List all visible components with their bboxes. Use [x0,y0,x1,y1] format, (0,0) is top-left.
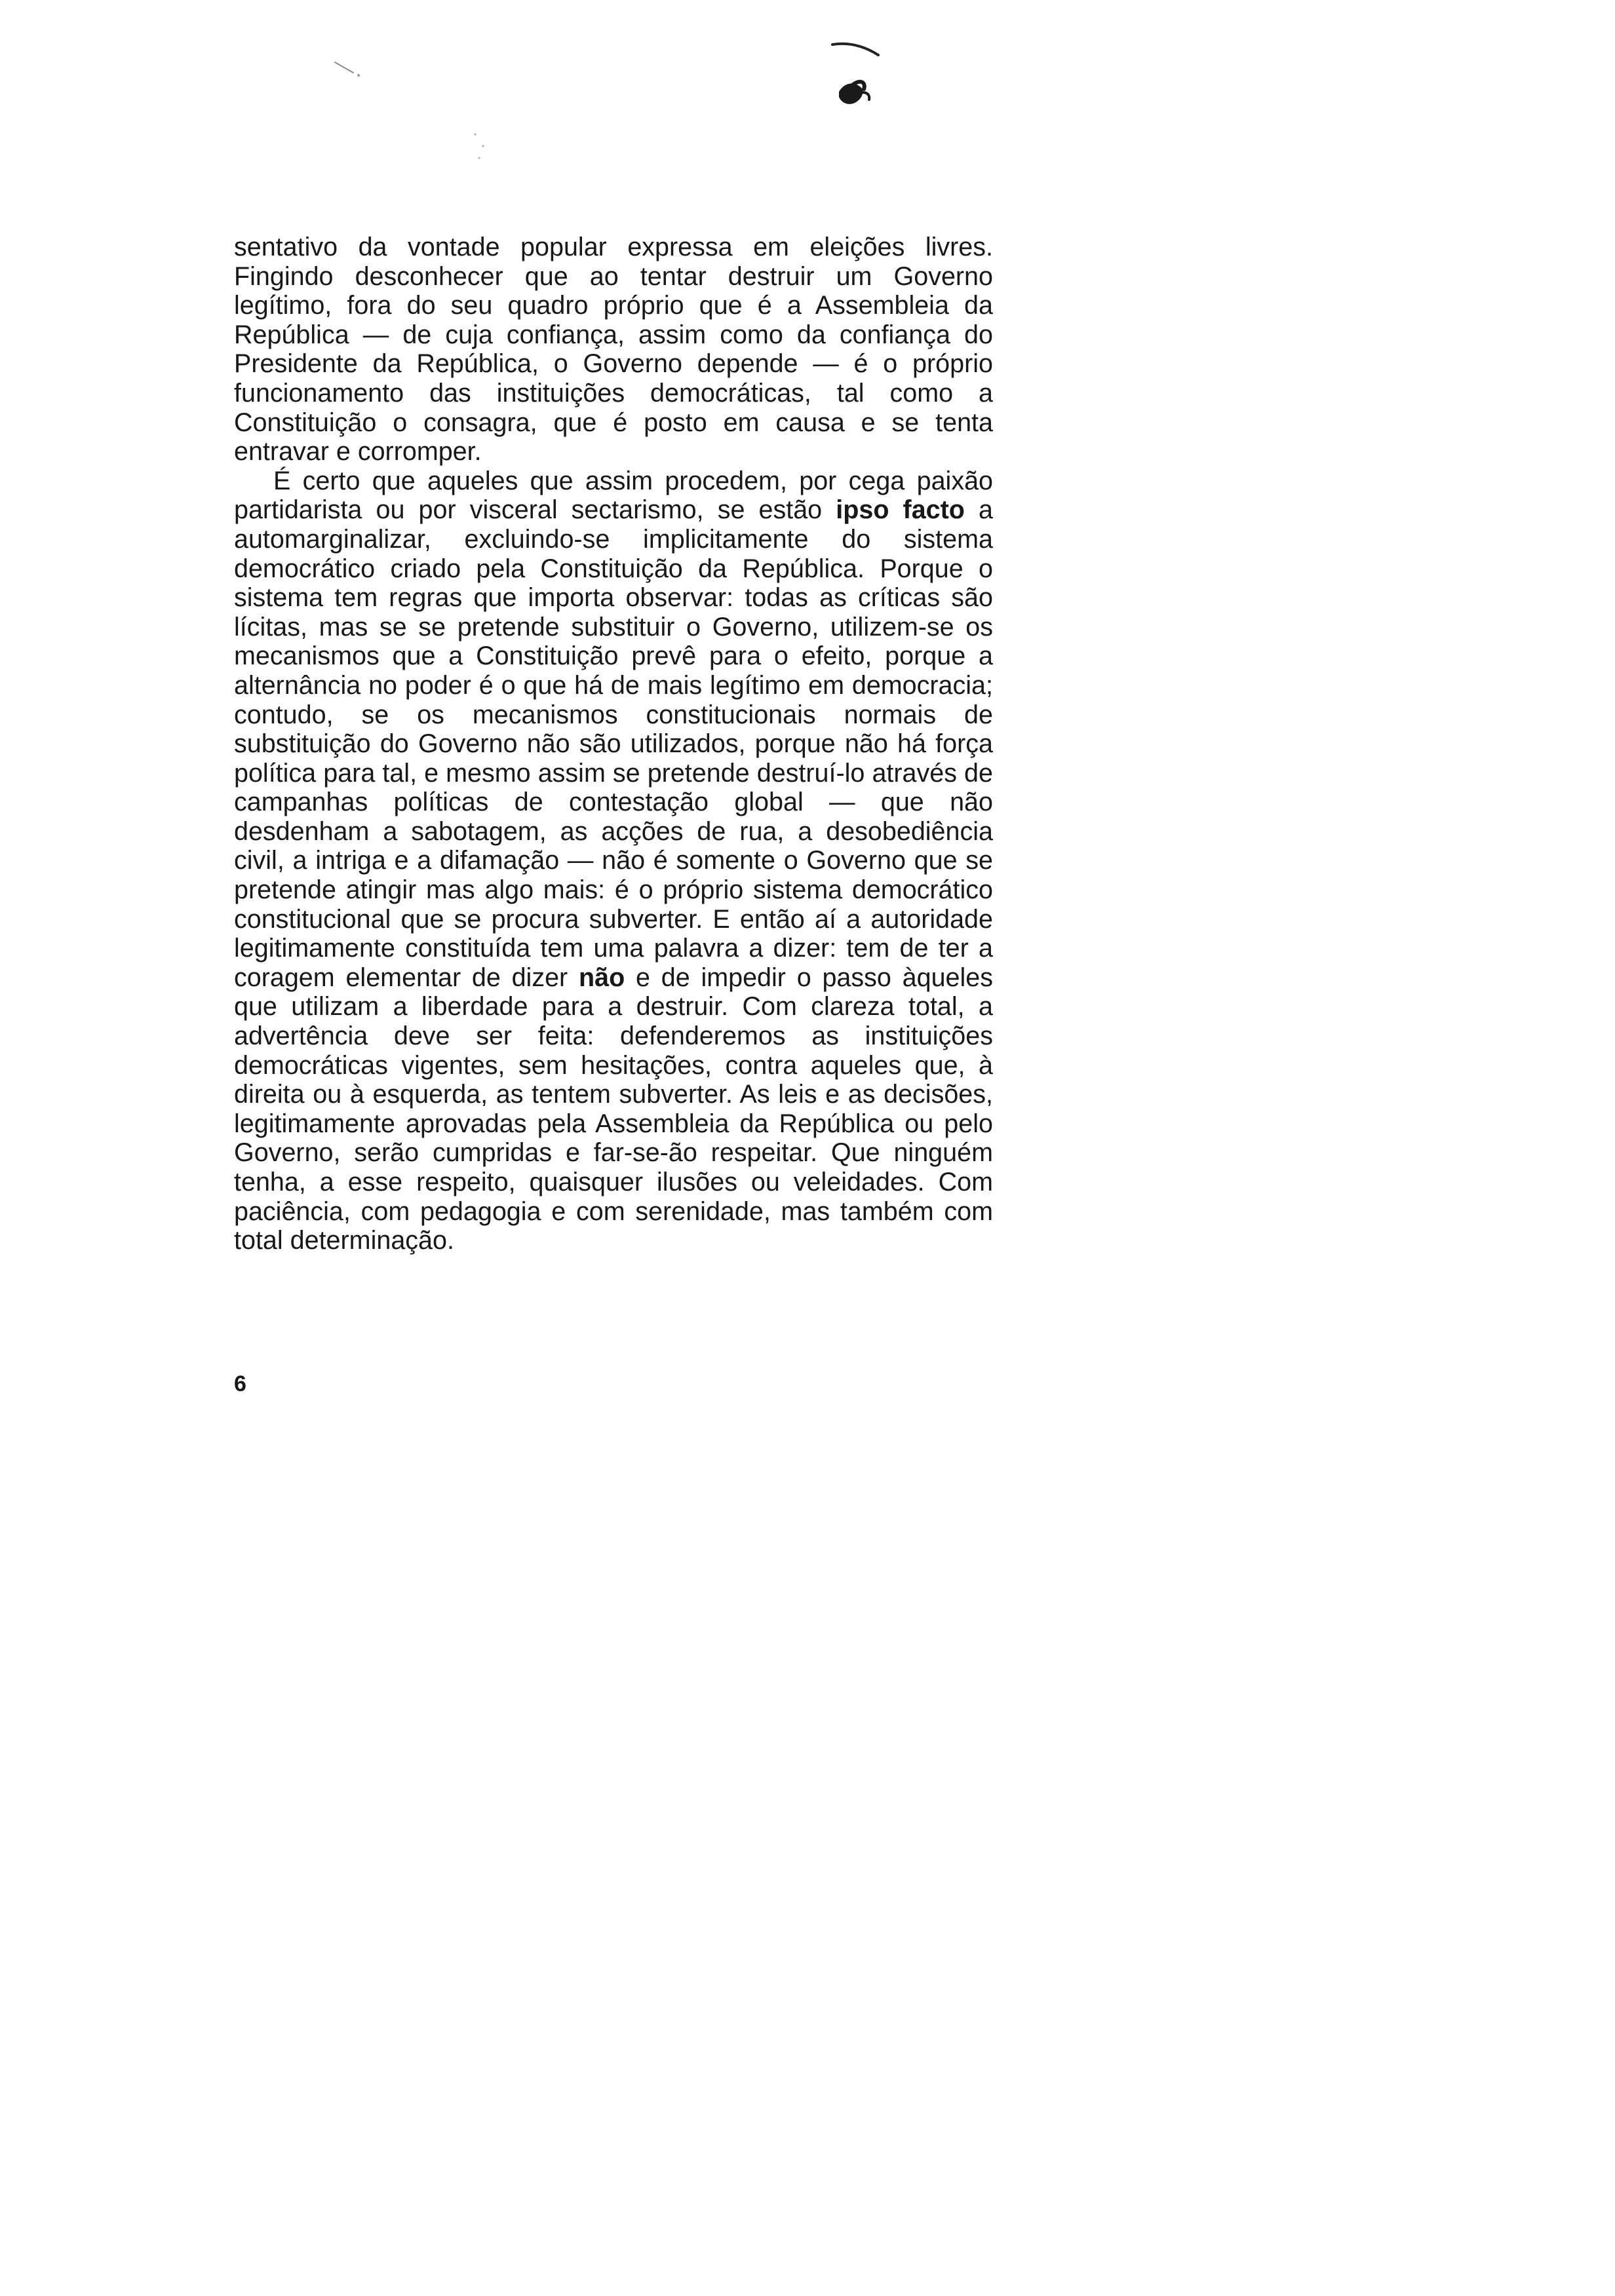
scan-dust-mark [331,56,370,88]
emphasis-text: não [578,963,625,992]
paragraph [234,467,993,1255]
emphasis-text: ipso facto [836,495,965,525]
body-text [234,233,993,1255]
paragraph-text: sentativo da vontade popular expressa em eleições livres. Fingindo desconhecer que ao tentar destruir um Governo legítimo, fora do seu quadro próprio que é a Assembleia da República — de cuja confiança, assim como da confiança do Presidente da República, o Governo depende — é o próprio funcionamento das instituições democráticas, tal como a Constituição o consagra, que é posto em causa e se tenta entravar e corromper. [234,233,993,467]
scan-dust-mark [469,128,495,167]
paragraph-text: É certo que aqueles que assim procedem, por cega paixão partidarista ou por visceral sectarismo, se estão [234,466,993,525]
paragraph-text: e de impedir o passo àqueles que utilizam a liberdade para a destruir. Com clareza total, a advertência deve ser feita: defenderemos as instituições democráticas vigentes, sem hesitações, contra aqueles que, à direita ou à esquerda, as tentem subverter. As leis e as decisões, legitimamente aprovadas pela Assembleia da República ou pelo Governo, serão cumpridas e far-se-ão respeitar. Que ninguém tenha, a esse respeito, quaisquer ilusões ou veleidades. Com paciência, com pedagogia e com serenidade, mas também com total determinação. [234,963,994,1255]
page-number: 6 [234,1371,246,1396]
scan-smudge-mark [813,26,891,111]
paragraph [234,233,993,467]
paragraph-text: a automarginalizar, excluindo-se implicitamente do sistema democrático criado pela Constituição da República. Porque o sistema tem regras que importa observar: todas as críticas são lícitas, mas se se pretende substituir o Governo, utilizem-se os mecanismos que a Constituição prevê para o efeito, porque a alternância no poder é o que há de mais legítimo em democracia; contudo, se os mecanismos constitucionais normais de substituição do Governo não são utilizados, porque não há força política para tal, e mesmo assim se pretende destruí-lo através de campanhas políticas de contestação global — que não desdenham a sabotagem, as acções de rua, a desobediência civil, a intriga e a difamação — não é somente o Governo que se pretende atingir mas algo mais: é o próprio sistema democrático constitucional que se procura subverter. E então aí a autoridade legitimamente constituída tem uma palavra a dizer: tem de ter a coragem elementar de dizer [234,495,993,992]
